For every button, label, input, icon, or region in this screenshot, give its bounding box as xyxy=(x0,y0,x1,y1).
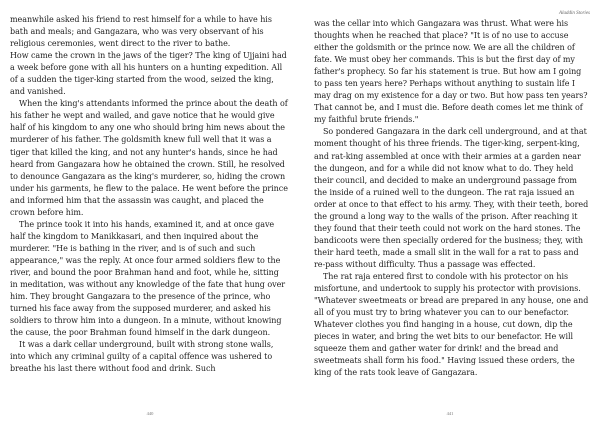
paragraph: How came the crown in the jaws of the tiger? The king of Ujjaini had a week before gone with all his hunters on a hunting expedition. All of a sudden the tiger-king started from the wood, seized the king, and vanished. xyxy=(10,51,287,97)
right-page xyxy=(300,0,600,424)
paragraph: It was a dark cellar underground, built with strong stone walls, into which any criminal guilty of a capital offence was ushered to breathe his last there without food and drink. Such xyxy=(10,340,274,374)
paragraph: The rat raja entered first to condole with his protector on his misfortune, and undertook to supply his protector with provisions. "Whatever sweetmeats or bread are prepared in any house, one and all of you must try to bring whatever you can to our benefactor. Whatever clothes you find hanging in a house, cut down, dip the pieces in water, and bring the wet bits to our benefactor. He will squeeze them and gather water for drink! and the bread and sweetmeats shall form his food." Having issued these orders, the king of the rats took leave of Gangazara. xyxy=(314,271,589,378)
page-number: 440 xyxy=(146,411,154,416)
paragraph: The prince took it into his hands, examined it, and at once gave half the kingdom to Manikkasari, and then inquired about the murderer. "He is bathing in the river, and is of such and such appearance," was the reply. At once four armed soldiers flew to the river, and bound the poor Brahman hand and foot, while he, sitting in meditation, was without any knowledge of the fate that hung over him. They brought Gangazara to the presence of the prince, who turned his face away from the supposed murderer, and asked his soldiers to throw him into a dungeon. In a minute, without knowing the cause, the poor Brahman found himself in the dark dungeon. xyxy=(10,219,286,338)
paragraph: meanwhile asked his friend to rest himself for a while to have his bath and meals; and Gangazara, who was very observant of his religious ceremonies, went direct to the river to bathe. xyxy=(10,15,272,49)
right-page-text xyxy=(314,18,590,379)
paragraph: So pondered Gangazara in the dark cell underground, and at that moment thought of his three friends. The tiger-king, serpent-king, and rat-king assembled at once with their armies at a garden near the dungeon, and for a while did not know what to do. They held their council, and decided to make an underground passage from the inside of a ruined well to the dungeon. The rat raja issued an order at once to that effect to his army. They, with their teeth, bored the ground a long way to the walls of the prison. After reaching it they found that their teeth could not work on the hard stones. The bandicoots were then specially ordered for the business; they, with their hard teeth, made a small slit in the wall for a rat to pass and re-pass without difficulty. Thus a passage was effected. xyxy=(314,127,589,269)
running-header: Aladdin Stories xyxy=(559,11,590,16)
page-number: 441 xyxy=(446,411,454,416)
paragraph: When the king's attendants informed the prince about the death of his father he wept and wailed, and gave notice that he would give half of his kingdom to any one who should bring him news about the murderer of his father. The goldsmith knew full well that it was a tiger that killed the king, and not any hunter's hands, since he had heard from Gangazara how he obtained the crown. Still, he resolved to denounce Gangazara as the king's murderer, so, hiding the crown under his garments, he flew to the palace. He went before the prince and informed him that the assassin was caught, and placed the crown before him. xyxy=(10,99,288,217)
paragraph: was the cellar into which Gangazara was thrust. What were his thoughts when he reached that place? "It is of no use to accuse either the goldsmith or the prince now. We are all the children of fate. We must obey her commands. This is but the first day of my father's prophecy. So far his statement is true. But how am I going to pass ten years here? Perhaps without anything to sustain life I may drag on my existence for a day or two. But how pass ten years? That cannot be, and I must die. Before death comes let me think of my faithful brute friends." xyxy=(314,19,588,125)
left-page-text xyxy=(10,14,288,375)
